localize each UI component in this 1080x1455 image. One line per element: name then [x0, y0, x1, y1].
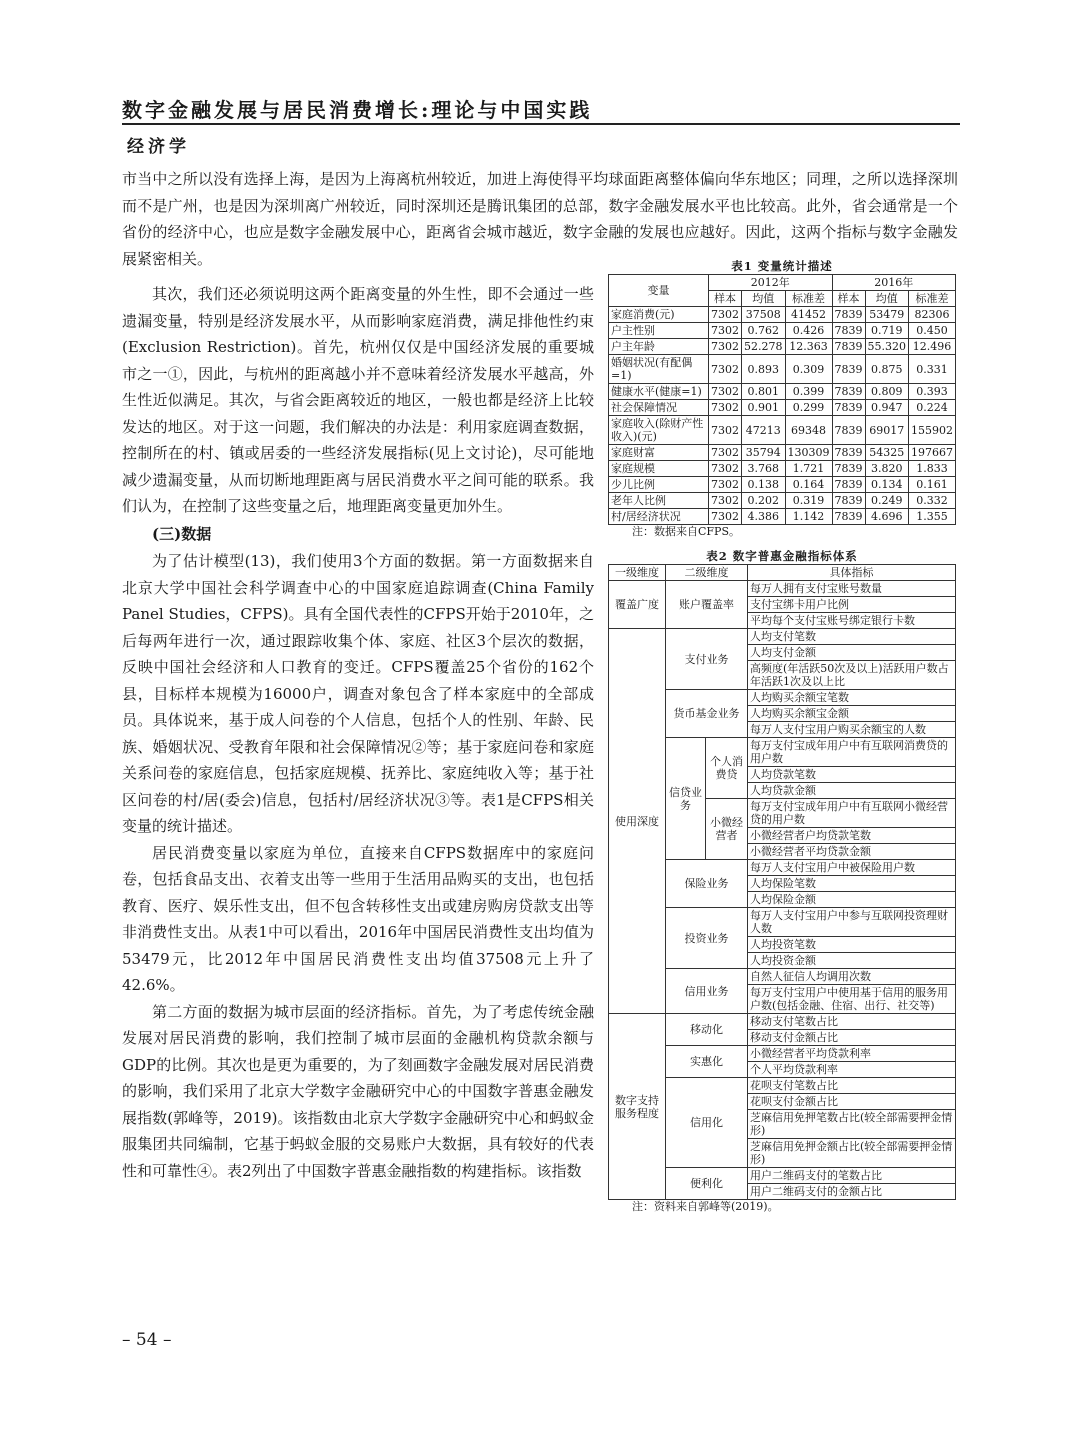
paragraph-data-sources: 为了估计模型(13)，我们使用3个方面的数据。第一方面数据来自北京大学中国社会科学调查中心的中国家庭追踪调查(China Family Panel Studies，CFPS)。具有全国代表性的CFPS开始于2010年，之后每两年进行一次，通过跟踪收集个体、家庭、社区3个层次的数据，反映中国社会经济和人口教育的变迁。CFPS覆盖25个省份的162个县，目标样本规模为16000户，调查对象包含了样本家庭中的全部成员。具体说来，基于成人问卷的个人信息，包括个人的性别、年龄、民族、婚姻状况、受教育年限和社会保障情况②等；基于家庭问卷和家庭关系问卷的家庭信息，包括家庭规模、抚养比、家庭纯收入等；基于社区问卷的村/居(委会)信息，包括村/居经济状况③等。表1是CFPS相关变量的统计描述。	[122, 552, 594, 835]
table1-value-cell: 0.393	[909, 384, 956, 400]
table1-variable-cell: 婚姻状况(有配偶=1)	[609, 355, 709, 384]
table1-value-cell: 197667	[909, 445, 956, 461]
table1-value-cell: 7302	[709, 445, 742, 461]
table1-value-cell: 7302	[709, 477, 742, 493]
table1-value-cell: 41452	[785, 307, 832, 323]
table1-caption: 表1 变量统计描述	[731, 259, 833, 273]
table2-indicator: 人均贷款金额	[748, 783, 956, 799]
table1-value-cell: 7302	[709, 323, 742, 339]
table1-value-cell: 7839	[832, 461, 865, 477]
table1-body	[609, 307, 956, 525]
table1-value-cell: 0.202	[742, 493, 786, 509]
table2-l1-cell: 覆盖广度	[609, 581, 666, 629]
table2-indicator: 芝麻信用免押金额占比(较全部需要押金情形)	[748, 1139, 956, 1168]
table1-value-cell: 0.893	[742, 355, 786, 384]
table1-variable-cell: 户主性别	[609, 323, 709, 339]
table1-header-sd: 标准差	[785, 291, 832, 307]
table1-value-cell: 53479	[865, 307, 909, 323]
table1-row	[609, 307, 956, 323]
table1-value-cell: 7839	[832, 493, 865, 509]
table2-indicator: 每万人支付宝用户中被保险用户数	[748, 860, 956, 876]
table1-value-cell: 0.762	[742, 323, 786, 339]
table2-indicator: 花呗支付笔数占比	[748, 1078, 956, 1094]
table1-value-cell: 47213	[742, 416, 786, 445]
top-paragraph: 市当中之所以没有选择上海，是因为上海离杭州较近，加进上海使得平均球面距离整体偏向华东地区；同理，之所以选择深圳而不是广州，也是因为深圳离广州较近，同时深圳还是腾讯集团的总部，数字金融发展水平也比较高。此外，省会通常是一个省份的经济中心，也应是数字金融发展中心，距离省会城市越近，数字金融的发展也应越好。因此，这两个指标与数字金融发展紧密相关。	[122, 170, 958, 268]
table2-indicator: 个人平均贷款利率	[748, 1062, 956, 1078]
table2-l2-cell: 支付业务	[666, 629, 748, 690]
table1-variable-cell: 家庭消费(元)	[609, 307, 709, 323]
table2-indicator: 每万人支付宝用户中参与互联网投资理财人数	[748, 908, 956, 937]
table1-value-cell: 7302	[709, 384, 742, 400]
table1-value-cell: 3.820	[865, 461, 909, 477]
table1-row	[609, 509, 956, 525]
table1-value-cell: 0.426	[785, 323, 832, 339]
table1-value-cell: 7839	[832, 323, 865, 339]
table2-l3-cell: 个人消费贷	[706, 738, 748, 799]
table1-value-cell: 0.947	[865, 400, 909, 416]
table1-value-cell: 7839	[832, 416, 865, 445]
table1-value-cell: 7839	[832, 445, 865, 461]
table2-indicator: 每万支付宝成年用户中有互联网小微经营贷的用户数	[748, 799, 956, 828]
table1-value-cell: 12.496	[909, 339, 956, 355]
table2-indicator: 小微经营者户均贷款笔数	[748, 828, 956, 844]
table1-variable-cell: 家庭规模	[609, 461, 709, 477]
table1-value-cell: 0.801	[742, 384, 786, 400]
table1-row	[609, 384, 956, 400]
table1-row	[609, 461, 956, 477]
table1-value-cell: 7839	[832, 384, 865, 400]
running-title: 数字金融发展与居民消费增长:理论与中国实践	[122, 98, 593, 122]
table2-indicator: 平均每个支付宝账号绑定银行卡数	[748, 613, 956, 629]
table2-indicator: 人均保险笔数	[748, 876, 956, 892]
table1-value-cell: 0.319	[785, 493, 832, 509]
table2-indicator: 人均保险金额	[748, 892, 956, 908]
left-column	[122, 281, 594, 1184]
table2-indicator: 移动支付金额占比	[748, 1030, 956, 1046]
table1-value-cell: 4.386	[742, 509, 786, 525]
table1-block	[608, 258, 956, 539]
table2-header-ind: 具体指标	[748, 565, 956, 581]
table1-value-cell: 7839	[832, 509, 865, 525]
table1-header-sd: 标准差	[909, 291, 956, 307]
table1-value-cell: 0.164	[785, 477, 832, 493]
table2-l1-cell: 使用深度	[609, 629, 666, 1014]
table2	[608, 564, 956, 1200]
table1-value-cell: 7302	[709, 493, 742, 509]
table2-note: 注：资料来自郭峰等(2019)。	[632, 1200, 779, 1213]
table1	[608, 274, 956, 525]
table2-caption: 表2 数字普惠金融指标体系	[706, 549, 858, 563]
table1-value-cell: 52.278	[742, 339, 786, 355]
page-number: – 54 –	[122, 1330, 172, 1350]
table2-indicator: 每万支付宝用户中使用基于信用的服务用户数(包括金融、住宿、出行、社交等)	[748, 985, 956, 1014]
table1-value-cell: 0.299	[785, 400, 832, 416]
table2-l2-cell: 货币基金业务	[666, 690, 748, 738]
table1-value-cell: 7302	[709, 509, 742, 525]
table1-variable-cell: 家庭收入(除财产性收入)(元)	[609, 416, 709, 445]
table2-l2-cell: 信贷业务	[666, 738, 706, 860]
table1-value-cell: 130309	[785, 445, 832, 461]
table1-value-cell: 0.901	[742, 400, 786, 416]
table1-row	[609, 445, 956, 461]
table1-row	[609, 416, 956, 445]
paragraph-city-indicators: 第二方面的数据为城市层面的经济指标。首先，为了考虑传统金融发展对居民消费的影响，我们控制了城市层面的金融机构贷款余额与GDP的比例。其次也是更为重要的，为了刻画数字金融发展对居民消费的影响，我们采用了北京大学数字金融研究中心的中国数字普惠金融发展指数(郭峰等，2019)。该指数由北京大学数字金融研究中心和蚂蚁金服集团共同编制，它基于蚂蚁金服的交易账户大数据，具有较好的代表性和可靠性④。表2列出了中国数字普惠金融指数的构建指标。该指数	[122, 1002, 594, 1180]
table1-variable-cell: 家庭财富	[609, 445, 709, 461]
table1-row	[609, 339, 956, 355]
table2-l2-cell: 保险业务	[666, 860, 748, 908]
table2-l3-cell: 小微经营者	[706, 799, 748, 860]
table1-value-cell: 1.142	[785, 509, 832, 525]
table2-l2-cell: 信用业务	[666, 969, 748, 1014]
table2-l2-cell: 便利化	[666, 1168, 748, 1200]
table1-value-cell: 7302	[709, 416, 742, 445]
table1-value-cell: 0.134	[865, 477, 909, 493]
table1-row	[609, 355, 956, 384]
table1-row	[609, 400, 956, 416]
table1-row	[609, 323, 956, 339]
section-heading-data: (三)数据	[152, 524, 212, 543]
table2-indicator: 高频度(年活跃50次及以上)活跃用户数占年活跃1次及以上比	[748, 661, 956, 690]
table1-value-cell: 7302	[709, 307, 742, 323]
table1-row	[609, 477, 956, 493]
table1-variable-cell: 社会保障情况	[609, 400, 709, 416]
table1-row	[609, 493, 956, 509]
table2-l2-cell: 信用化	[666, 1078, 748, 1168]
header-rule	[122, 123, 960, 125]
table1-header-2012: 2012年	[709, 275, 833, 291]
table1-value-cell: 82306	[909, 307, 956, 323]
table1-value-cell: 12.363	[785, 339, 832, 355]
table1-value-cell: 55.320	[865, 339, 909, 355]
table1-variable-cell: 健康水平(健康=1)	[609, 384, 709, 400]
table2-indicator: 小微经营者平均贷款金额	[748, 844, 956, 860]
table2-l2-cell: 移动化	[666, 1014, 748, 1046]
table1-value-cell: 7302	[709, 461, 742, 477]
table1-header-var: 变量	[609, 275, 709, 307]
paragraph-consumption: 居民消费变量以家庭为单位，直接来自CFPS数据库中的家庭问卷，包括食品支出、衣着支出等一些用于生活用品购买的支出，也包括教育、医疗、娱乐性支出，但不包含转移性支出或建房购房贷款支出等非消费性支出。从表1中可以看出，2016年中国居民消费性支出均值为53479元，比2012年中国居民消费性支出均值37508元上升了42.6%。	[122, 843, 594, 994]
table1-value-cell: 37508	[742, 307, 786, 323]
table1-value-cell: 0.719	[865, 323, 909, 339]
table2-indicator: 花呗支付金额占比	[748, 1094, 956, 1110]
table2-indicator: 人均投资金额	[748, 953, 956, 969]
table2-indicator: 小微经营者平均贷款利率	[748, 1046, 956, 1062]
paragraph-exogeneity: 其次，我们还必须说明这两个距离变量的外生性，即不会通过一些遗漏变量，特别是经济发展水平，从而影响家庭消费，满足排他性约束(Exclusion Restriction)。首先，杭州仅仅是中国经济发展的重要城市之一①，因此，与杭州的距离越小并不意味着经济发展水平越高，外生性近似满足。其次，与省会距离较近的地区，一般也都是经济上比较发达的地区。对于这一问题，我们解决的办法是：利用家庭调查数据，控制所在的村、镇或居委的一些经济发展指标(见上文讨论)，尽可能地减少遗漏变量，从而切断地理距离与居民消费水平之间可能的联系。我们认为，在控制了这些变量之后，地理距离变量更加外生。	[122, 285, 594, 515]
table1-variable-cell: 村/居经济状况	[609, 509, 709, 525]
table2-header-l1: 一级维度	[609, 565, 666, 581]
table1-value-cell: 35794	[742, 445, 786, 461]
table2-indicator: 用户二维码支付的金额占比	[748, 1184, 956, 1200]
table1-value-cell: 7839	[832, 400, 865, 416]
table1-header-sample: 样本	[709, 291, 742, 307]
table2-indicator: 每万人支付宝用户购买余额宝的人数	[748, 722, 956, 738]
table1-value-cell: 0.399	[785, 384, 832, 400]
table1-value-cell: 0.450	[909, 323, 956, 339]
table2-l1-cell: 数字支持服务程度	[609, 1014, 666, 1200]
table1-value-cell: 7839	[832, 355, 865, 384]
table1-value-cell: 69348	[785, 416, 832, 445]
table2-indicator: 自然人征信人均调用次数	[748, 969, 956, 985]
table2-indicator: 用户二维码支付的笔数占比	[748, 1168, 956, 1184]
table1-value-cell: 0.331	[909, 355, 956, 384]
table1-variable-cell: 户主年龄	[609, 339, 709, 355]
table1-value-cell: 155902	[909, 416, 956, 445]
table1-value-cell: 0.161	[909, 477, 956, 493]
table2-l2-cell: 投资业务	[666, 908, 748, 969]
table1-value-cell: 1.355	[909, 509, 956, 525]
table1-value-cell: 0.138	[742, 477, 786, 493]
table1-variable-cell: 少儿比例	[609, 477, 709, 493]
table1-header-mean: 均值	[865, 291, 909, 307]
table1-value-cell: 0.224	[909, 400, 956, 416]
table2-indicator: 芝麻信用免押笔数占比(较全部需要押金情形)	[748, 1110, 956, 1139]
table2-l2-cell: 实惠化	[666, 1046, 748, 1078]
table1-value-cell: 7839	[832, 339, 865, 355]
table1-value-cell: 0.332	[909, 493, 956, 509]
table1-value-cell: 4.696	[865, 509, 909, 525]
table1-value-cell: 0.309	[785, 355, 832, 384]
table1-header-2016: 2016年	[832, 275, 956, 291]
table1-value-cell: 0.809	[865, 384, 909, 400]
table1-value-cell: 0.249	[865, 493, 909, 509]
table1-value-cell: 7302	[709, 339, 742, 355]
table1-value-cell: 7839	[832, 307, 865, 323]
table1-value-cell: 7302	[709, 400, 742, 416]
table2-l2-cell: 账户覆盖率	[666, 581, 748, 629]
table1-header-sample: 样本	[832, 291, 865, 307]
table1-value-cell: 69017	[865, 416, 909, 445]
table2-indicator: 人均购买余额宝笔数	[748, 690, 956, 706]
table1-variable-cell: 老年人比例	[609, 493, 709, 509]
top-paragraph-block	[122, 166, 958, 272]
table1-value-cell: 0.875	[865, 355, 909, 384]
table1-value-cell: 7302	[709, 355, 742, 384]
table2-block	[608, 548, 956, 1214]
table1-value-cell: 1.833	[909, 461, 956, 477]
table1-value-cell: 3.768	[742, 461, 786, 477]
table2-indicator: 人均支付笔数	[748, 629, 956, 645]
table2-indicator: 人均贷款笔数	[748, 767, 956, 783]
table2-header-l2: 二级维度	[666, 565, 748, 581]
table1-value-cell: 7839	[832, 477, 865, 493]
table2-indicator: 移动支付笔数占比	[748, 1014, 956, 1030]
table1-value-cell: 1.721	[785, 461, 832, 477]
table2-indicator: 人均投资笔数	[748, 937, 956, 953]
table2-indicator: 每万人拥有支付宝账号数量	[748, 581, 956, 597]
table1-value-cell: 54325	[865, 445, 909, 461]
table2-indicator: 每万支付宝成年用户中有互联网消费贷的用户数	[748, 738, 956, 767]
section-label: 经济学	[127, 137, 190, 157]
table2-indicator: 人均购买余额宝金额	[748, 706, 956, 722]
table2-indicator: 支付宝绑卡用户比例	[748, 597, 956, 613]
table1-note: 注：数据来自CFPS。	[632, 525, 740, 538]
table2-indicator: 人均支付金额	[748, 645, 956, 661]
table1-header-mean: 均值	[742, 291, 786, 307]
